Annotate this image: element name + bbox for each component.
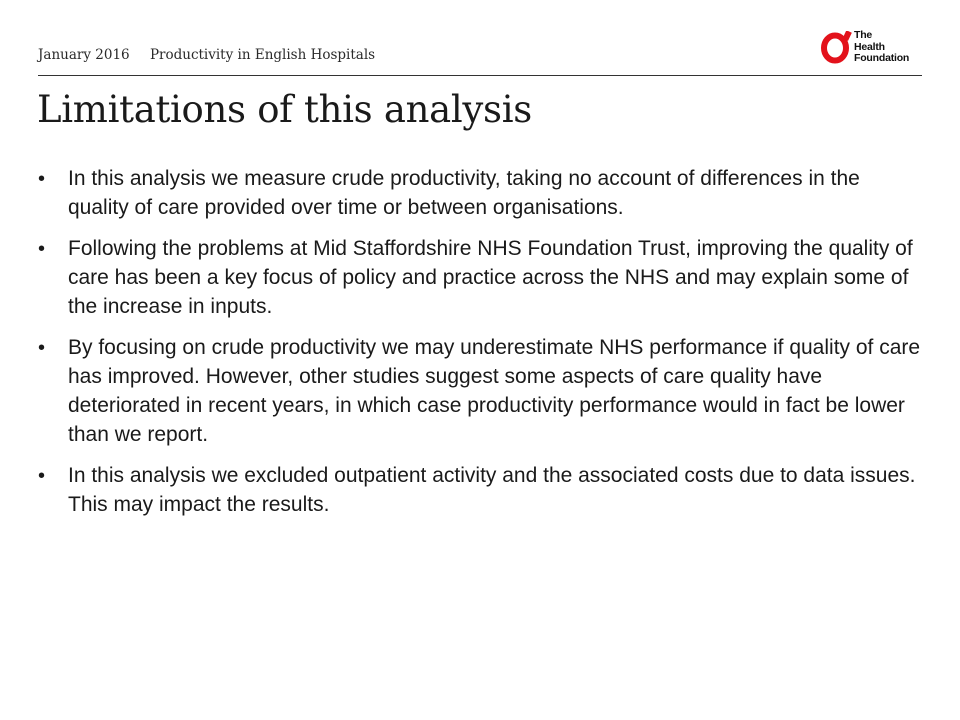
bullet-text: In this analysis we measure crude productivity, taking no account of differences in the quality of care provided over time or between organisations. — [68, 167, 860, 219]
bullet-list — [38, 164, 921, 531]
bullet-marker: • — [38, 465, 46, 487]
bullet-marker: • — [38, 168, 46, 190]
bullet-marker: • — [38, 238, 46, 260]
bullet-text: In this analysis we excluded outpatient activity and the associated costs due to data issues. This may impact the results. — [68, 464, 916, 516]
header-report-title: Productivity in English Hospitals — [149, 47, 376, 63]
logo-line-1: The — [854, 29, 873, 41]
bullet-item — [38, 333, 921, 449]
slide-title: Limitations of this analysis — [37, 88, 532, 131]
logo-wordmark — [854, 30, 909, 65]
logo-line-3: Foundation — [854, 52, 910, 64]
header-date: January 2016 — [38, 47, 130, 63]
bullet-text: By focusing on crude productivity we may underestimate NHS performance if quality of care has improved. However, other studies suggest some aspects of care quality have deteriorated in recent years, in which case productivity performance would in fact be lower than we report. — [68, 336, 921, 446]
bullet-item — [38, 461, 918, 519]
bullet-text: Following the problems at Mid Staffordshire NHS Foundation Trust, improving the quality of care has been a key focus of policy and practice across the NHS and may explain some of the increase in inputs. — [68, 237, 913, 318]
bullet-item — [38, 234, 918, 321]
health-foundation-ring-icon — [820, 31, 852, 65]
logo-line-2: Health — [854, 40, 885, 53]
header-divider — [38, 75, 922, 76]
header-meta — [38, 47, 375, 63]
bullet-marker: • — [38, 337, 46, 359]
health-foundation-logo — [820, 28, 925, 68]
bullet-item — [38, 164, 918, 222]
